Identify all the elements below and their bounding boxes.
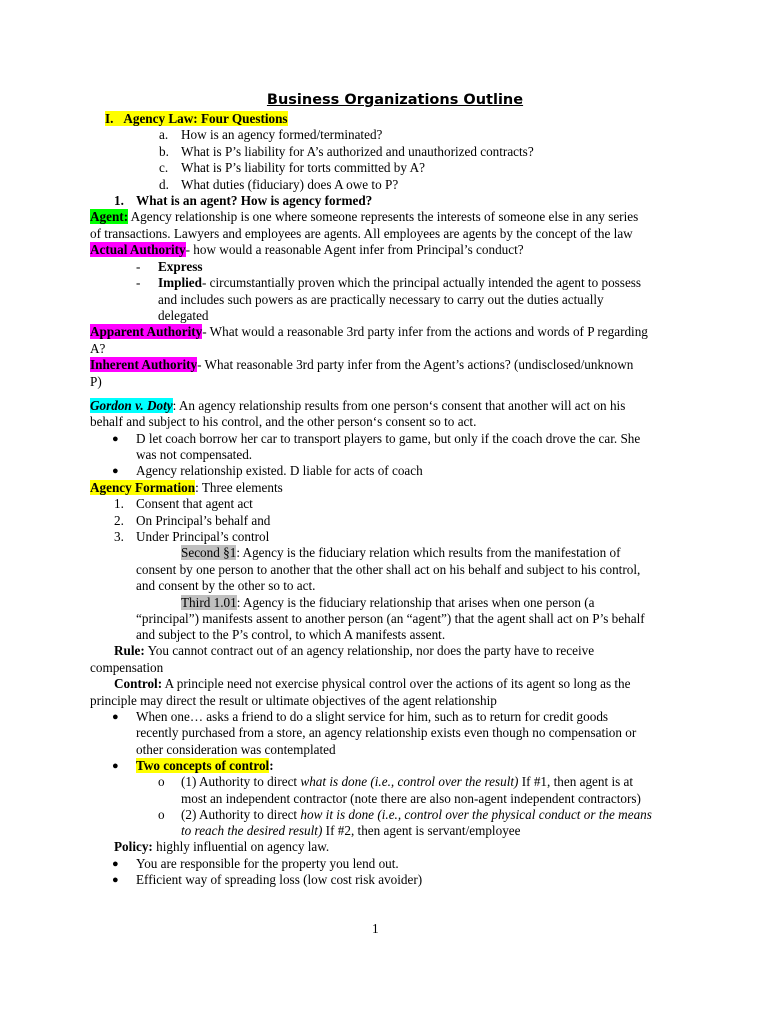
paragraph-line: compensation bbox=[90, 660, 164, 675]
inherent-authority-label: Inherent Authority bbox=[90, 357, 198, 372]
bullet-icon: ● bbox=[112, 711, 119, 723]
list-item: Efficient way of spreading loss (low cost risk avoider) bbox=[136, 872, 423, 887]
actual-authority: Actual Authority- how would a reasonable Agent infer from Principal’s conduct? bbox=[90, 242, 524, 257]
restatement-third: Third 1.01: Agency is the fiduciary relationship that arises when one person (a bbox=[181, 595, 595, 610]
case-gordon-v-doty: Gordon v. Doty: An agency relationship results from one person‘s consent that another will act on his bbox=[90, 398, 626, 413]
inherent-authority: Inherent Authority- What reasonable 3rd party infer from the Agent’s actions? (undisclosed/unknown bbox=[90, 357, 634, 372]
subheading-number: 1. bbox=[114, 193, 124, 208]
actual-authority-label: Actual Authority bbox=[90, 242, 186, 257]
list-marker: a. bbox=[159, 127, 169, 142]
policy-paragraph: Policy: highly influential on agency law. bbox=[114, 839, 330, 854]
section-number: I. bbox=[105, 111, 114, 126]
rule-label: Rule: bbox=[114, 643, 145, 658]
control-label: Control: bbox=[114, 676, 163, 691]
page-number: 1 bbox=[372, 921, 379, 936]
list-item: When one… asks a friend to do a slight service for him, such as to return for credit goods bbox=[136, 709, 609, 724]
list-item: Under Principal’s control bbox=[136, 529, 270, 544]
restatement-third-label: Third 1.01 bbox=[181, 595, 237, 610]
agency-formation-label: Agency Formation bbox=[90, 480, 196, 495]
list-item: Agency relationship existed. D liable for acts of coach bbox=[136, 463, 423, 478]
paragraph-line: behalf and subject to his control, and the other person‘s consent so to act. bbox=[90, 414, 477, 429]
list-item: (1) Authority to direct what is done (i.e., control over the result) If #1, then agent is at bbox=[181, 774, 634, 789]
apparent-authority: Apparent Authority- What would a reasonable 3rd party infer from the actions and words of P regarding bbox=[90, 324, 648, 339]
agency-formation: Agency Formation: Three elements bbox=[90, 480, 283, 495]
bullet-icon: ● bbox=[112, 433, 119, 445]
list-marker: b. bbox=[159, 144, 169, 159]
list-item-continued: recently purchased from a store, an agency relationship exists even though no compensation or bbox=[136, 725, 637, 740]
implied-item: Implied- circumstantially proven which the principal actually intended the agent to possess bbox=[158, 275, 642, 290]
paragraph-line: and includes such powers as are practically necessary to carry out the duties actually bbox=[158, 292, 604, 307]
paragraph-line: “principal”) manifests assent to another person (an “agent”) that the agent shall act on P’s behalf bbox=[136, 611, 645, 626]
bullet-icon: ● bbox=[112, 465, 119, 477]
list-item-continued: most an independent contractor (note there are also non-agent independent contractors) bbox=[181, 791, 641, 806]
subheading-text: What is an agent? How is agency formed? bbox=[136, 193, 373, 208]
list-marker: - bbox=[136, 275, 141, 290]
list-item-continued: was not compensated. bbox=[136, 447, 253, 462]
section-heading-i bbox=[105, 111, 288, 127]
express-item: Express bbox=[158, 259, 203, 274]
paragraph-line: A? bbox=[90, 341, 106, 356]
list-marker: c. bbox=[159, 160, 169, 175]
paragraph-line: and consent by the other so to act. bbox=[136, 578, 316, 593]
list-item: How is an agency formed/terminated? bbox=[181, 127, 383, 142]
bullet-icon: ● bbox=[112, 858, 119, 870]
list-item: On Principal’s behalf and bbox=[136, 513, 271, 528]
case-name: Gordon v. Doty bbox=[90, 398, 173, 413]
paragraph-line: delegated bbox=[158, 308, 209, 323]
list-marker: - bbox=[136, 259, 141, 274]
agent-definition: Agent: Agency relationship is one where someone represents the interests of someone else in any series bbox=[90, 209, 639, 224]
list-item: (2) Authority to direct how it is done (i.e., control over the physical conduct or the means bbox=[181, 807, 652, 822]
restatement-second-label: Second §1 bbox=[181, 545, 237, 560]
sub-bullet-marker: o bbox=[158, 774, 165, 789]
list-item-continued: to reach the desired result) If #2, then agent is servant/employee bbox=[181, 823, 521, 838]
document-title: Business Organizations Outline bbox=[266, 92, 524, 108]
sub-bullet-marker: o bbox=[158, 807, 165, 822]
rule-paragraph: Rule: You cannot contract out of an agency relationship, nor does the party have to receive bbox=[114, 643, 595, 658]
apparent-authority-label: Apparent Authority bbox=[90, 324, 203, 339]
list-marker: 1. bbox=[114, 496, 124, 511]
paragraph-line: of transactions. Lawyers and employees are agents. All employees are agents by the concept of the law bbox=[90, 226, 633, 241]
list-item-continued: other consideration was contemplated bbox=[136, 742, 336, 757]
list-item: What duties (fiduciary) does A owe to P? bbox=[181, 177, 399, 192]
list-item: Consent that agent act bbox=[136, 496, 253, 511]
list-marker: 2. bbox=[114, 513, 124, 528]
section-heading-text: Agency Law: Four Questions bbox=[123, 111, 288, 126]
two-concepts-heading: Two concepts of control: bbox=[136, 758, 274, 773]
list-item: What is P’s liability for A’s authorized and unauthorized contracts? bbox=[181, 144, 534, 159]
paragraph-line: P) bbox=[90, 374, 102, 389]
list-marker: 3. bbox=[114, 529, 124, 544]
agent-label: Agent: bbox=[90, 209, 129, 224]
restatement-second: Second §1: Agency is the fiduciary relation which results from the manifestation of bbox=[181, 545, 621, 560]
bullet-icon: ● bbox=[112, 874, 119, 886]
section-heading-highlight bbox=[105, 111, 288, 126]
bullet-icon: ● bbox=[112, 760, 119, 772]
list-item: D let coach borrow her car to transport players to game, but only if the coach drove the car. She bbox=[136, 431, 641, 446]
list-item: You are responsible for the property you lend out. bbox=[136, 856, 399, 871]
list-marker: d. bbox=[159, 177, 169, 192]
policy-label: Policy: bbox=[114, 839, 153, 854]
list-item: What is P’s liability for torts committed by A? bbox=[181, 160, 425, 175]
paragraph-line: and subject to the P’s control, to which A manifests assent. bbox=[136, 627, 446, 642]
paragraph-line: principle may direct the result or ultimate objectives of the agent relationship bbox=[90, 693, 497, 708]
paragraph-line: consent by one person to another that the other shall act on his behalf and subject to his control, bbox=[136, 562, 641, 577]
control-paragraph: Control: A principle need not exercise physical control over the actions of its agent so long as the bbox=[114, 676, 631, 691]
